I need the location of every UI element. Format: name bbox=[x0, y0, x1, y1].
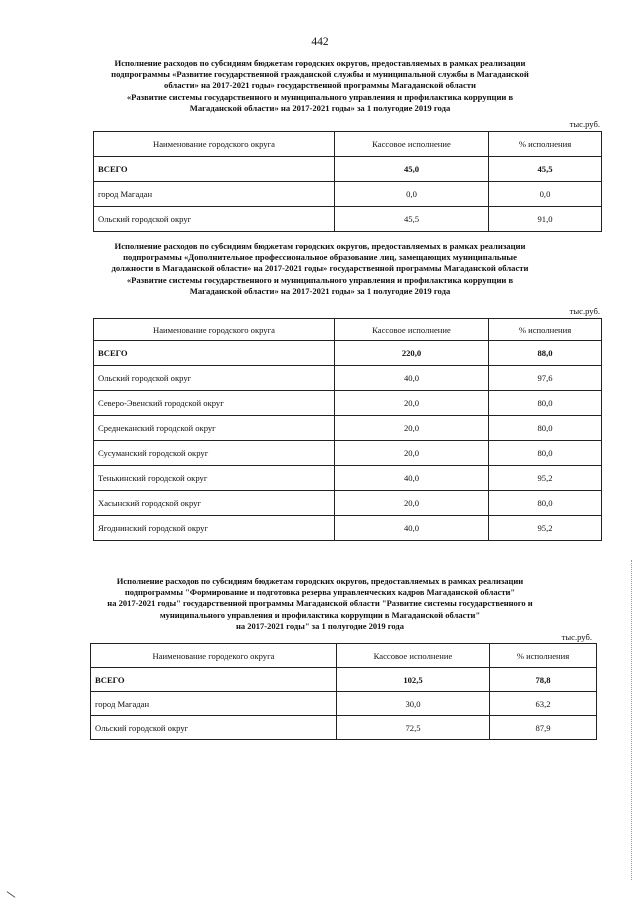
table-header-row bbox=[94, 132, 602, 157]
title-line: «Развитие системы государственного и муниципального управления и профилактика коррупции в bbox=[126, 91, 514, 102]
cash-value: 20,0 bbox=[335, 441, 489, 466]
percent-value: 78,8 bbox=[490, 668, 597, 692]
table-row bbox=[94, 157, 602, 182]
title-line: Исполнение расходов по субсидиям бюджетам городских округов, предоставляемых в рамках реализации bbox=[114, 58, 526, 68]
table-row bbox=[94, 416, 602, 441]
cash-value: 40,0 bbox=[335, 466, 489, 491]
table-row bbox=[94, 341, 602, 366]
district-name: Ольский городской округ bbox=[94, 366, 335, 391]
title-line: Исполнение расходов по субсидиям бюджетам городских округов, предоставляемых в рамках реализации bbox=[114, 241, 526, 251]
section-1-table bbox=[93, 131, 602, 232]
percent-value: 80,0 bbox=[489, 491, 602, 516]
scan-margin-line bbox=[631, 560, 632, 880]
district-name: город Магадан bbox=[94, 182, 335, 207]
cash-value: 20,0 bbox=[335, 491, 489, 516]
title-line: области» на 2017-2021 годы» государственной программы Магаданской области bbox=[164, 80, 476, 91]
title-line: муниципального управления и профилактика коррупции в Магаданской области" bbox=[159, 609, 481, 620]
percent-value: 91,0 bbox=[489, 207, 602, 232]
title-line: Магаданской области» на 2017-2021 годы» за 1 полугодие 2019 года bbox=[189, 102, 451, 113]
cash-value: 0,0 bbox=[335, 182, 489, 207]
percent-value: 80,0 bbox=[489, 416, 602, 441]
district-name: Ягоднинский городской округ bbox=[94, 516, 335, 541]
table-row bbox=[94, 441, 602, 466]
header-cash: Кассовое исполнение bbox=[337, 644, 490, 668]
percent-value: 80,0 bbox=[489, 391, 602, 416]
table-row bbox=[91, 668, 597, 692]
table-row bbox=[91, 716, 597, 740]
percent-value: 45,5 bbox=[489, 157, 602, 182]
header-district: Наименование городского округа bbox=[94, 319, 335, 341]
district-name: Ольский городской округ bbox=[94, 207, 335, 232]
header-percent: % исполнения bbox=[489, 132, 602, 157]
district-name: ВСЕГО bbox=[94, 341, 335, 366]
page-number: 442 bbox=[311, 36, 329, 48]
title-line: Магаданской области» на 2017-2021 годы» за 1 полугодие 2019 года bbox=[189, 285, 451, 296]
district-name: Сусуманский городской округ bbox=[94, 441, 335, 466]
percent-value: 95,2 bbox=[489, 516, 602, 541]
table-row bbox=[94, 207, 602, 232]
header-district: Наименование городекого округа bbox=[91, 644, 337, 668]
section-3-unit: тыс.руб. bbox=[561, 632, 592, 642]
cash-value: 102,5 bbox=[337, 668, 490, 692]
district-name: Тенькинский городской округ bbox=[94, 466, 335, 491]
table-row bbox=[94, 466, 602, 491]
table-row bbox=[91, 692, 597, 716]
title-line: на 2017-2021 годы" государственной программы Магаданской области "Развитие системы государственного и bbox=[107, 598, 533, 609]
table-row bbox=[94, 182, 602, 207]
percent-value: 0,0 bbox=[489, 182, 602, 207]
title-line: подпрограммы «Развитие государственной гражданской службы и муниципальной службы в Магаданской bbox=[111, 69, 529, 80]
percent-value: 63,2 bbox=[490, 692, 597, 716]
district-name: ВСЕГО bbox=[91, 668, 337, 692]
cash-value: 40,0 bbox=[335, 366, 489, 391]
percent-value: 88,0 bbox=[489, 341, 602, 366]
cash-value: 20,0 bbox=[335, 416, 489, 441]
table-header-row bbox=[94, 319, 602, 341]
percent-value: 80,0 bbox=[489, 441, 602, 466]
header-cash: Кассовое исполнение bbox=[335, 319, 489, 341]
percent-value: 97,6 bbox=[489, 366, 602, 391]
header-district: Наименование городского округа bbox=[94, 132, 335, 157]
title-line: Исполнение расходов по субсидиям бюджетам городских округов, предоставляемых в рамках реализации bbox=[116, 576, 524, 586]
district-name: Ольский городской округ bbox=[91, 716, 337, 740]
district-name: ВСЕГО bbox=[94, 157, 335, 182]
district-name: город Магадан bbox=[91, 692, 337, 716]
cash-value: 40,0 bbox=[335, 516, 489, 541]
header-cash: Кассовое исполнение bbox=[335, 132, 489, 157]
table-row bbox=[94, 366, 602, 391]
section-3-table bbox=[90, 643, 597, 740]
table-row bbox=[94, 391, 602, 416]
section-2-title bbox=[90, 241, 550, 297]
section-2-unit: тыс.руб. bbox=[569, 306, 600, 316]
title-line: подпрограммы «Дополнительное профессиональное образование лиц, замещающих муниципальные bbox=[123, 252, 517, 263]
title-line: «Развитие системы государственного и муниципального управления и профилактика коррупции в bbox=[126, 274, 514, 285]
title-line: на 2017-2021 годы" за 1 полугодие 2019 года bbox=[236, 620, 404, 631]
district-name: Северо-Эвенский городской округ bbox=[94, 391, 335, 416]
section-3-title bbox=[90, 576, 550, 632]
cash-value: 220,0 bbox=[335, 341, 489, 366]
district-name: Хасынский городской округ bbox=[94, 491, 335, 516]
section-1-unit: тыс.руб. bbox=[569, 119, 600, 129]
table-header-row bbox=[91, 644, 597, 668]
cash-value: 45,5 bbox=[335, 207, 489, 232]
percent-value: 95,2 bbox=[489, 466, 602, 491]
section-2-table bbox=[93, 318, 602, 541]
header-percent: % исполнения bbox=[489, 319, 602, 341]
cash-value: 72,5 bbox=[337, 716, 490, 740]
header-percent: % исполнения bbox=[490, 644, 597, 668]
title-line: должности в Магаданской области» на 2017-2021 годы» государственной программы Магаданской области bbox=[111, 263, 529, 274]
cash-value: 45,0 bbox=[335, 157, 489, 182]
scan-corner-mark bbox=[7, 891, 16, 898]
table-row bbox=[94, 491, 602, 516]
percent-value: 87,9 bbox=[490, 716, 597, 740]
district-name: Среднеканский городской округ bbox=[94, 416, 335, 441]
cash-value: 30,0 bbox=[337, 692, 490, 716]
table-row bbox=[94, 516, 602, 541]
section-1-title bbox=[90, 58, 550, 114]
title-line: подпрограммы "Формирование и подготовка резерва управленческих кадров Магаданской области" bbox=[124, 587, 516, 598]
cash-value: 20,0 bbox=[335, 391, 489, 416]
